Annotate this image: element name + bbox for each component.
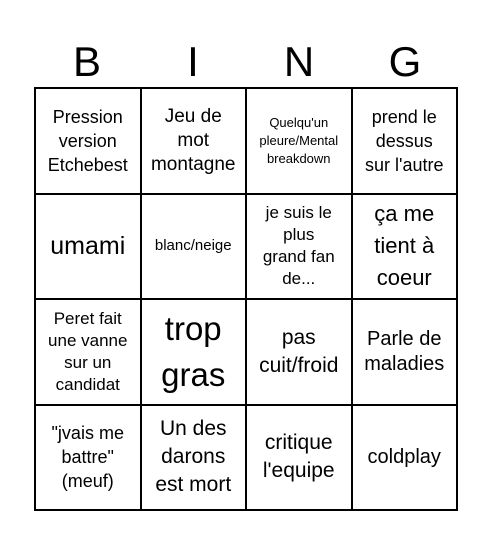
bingo-cell[interactable] — [352, 88, 458, 194]
bingo-cell[interactable] — [141, 299, 247, 405]
bingo-cell[interactable] — [141, 405, 247, 511]
cell-text: Pression version Etchebest — [47, 106, 128, 175]
bingo-cell[interactable] — [352, 405, 458, 511]
bingo-cell[interactable] — [35, 405, 141, 511]
cell-text: pas cuit/froid — [259, 325, 339, 377]
cell-text: "jvais me battre" (meuf) — [51, 423, 124, 492]
cell-text: prend le dessus sur l'autre — [365, 106, 444, 175]
header-letter-n: N — [283, 38, 315, 85]
cell-text: umami — [50, 231, 126, 260]
cell-text: Parle de maladies — [364, 327, 445, 375]
header-letter-i: I — [187, 38, 199, 85]
bingo-cell[interactable] — [35, 194, 141, 300]
cell-text: ça me tient à coeur — [374, 201, 435, 291]
bingo-cell[interactable] — [246, 299, 352, 405]
bingo-cell[interactable] — [141, 194, 247, 300]
cell-text: Peret fait une vanne sur un candidat — [48, 308, 128, 394]
bingo-cell[interactable] — [246, 405, 352, 511]
cell-text: Un des darons est mort — [155, 417, 232, 497]
cell-text: trop gras — [161, 309, 226, 393]
cell-text: critique l'equipe — [262, 431, 335, 483]
bingo-header — [34, 38, 458, 86]
bingo-grid — [34, 87, 458, 511]
header-letter-b: B — [72, 38, 101, 85]
cell-text: je suis le plus grand fan de... — [262, 203, 335, 289]
bingo-cell[interactable] — [352, 299, 458, 405]
bingo-cell[interactable] — [35, 88, 141, 194]
cell-text: blanc/neige — [154, 237, 232, 255]
bingo-cell[interactable] — [141, 88, 247, 194]
cell-text: Quelqu'un pleure/Mental breakdown — [259, 114, 339, 166]
cell-text: coldplay — [367, 445, 441, 468]
bingo-cell[interactable] — [246, 88, 352, 194]
bingo-cell[interactable] — [352, 194, 458, 300]
bingo-cell[interactable] — [246, 194, 352, 300]
bingo-cell[interactable] — [35, 299, 141, 405]
header-letter-g: G — [388, 38, 422, 85]
cell-text: Jeu de mot montagne — [150, 105, 236, 175]
